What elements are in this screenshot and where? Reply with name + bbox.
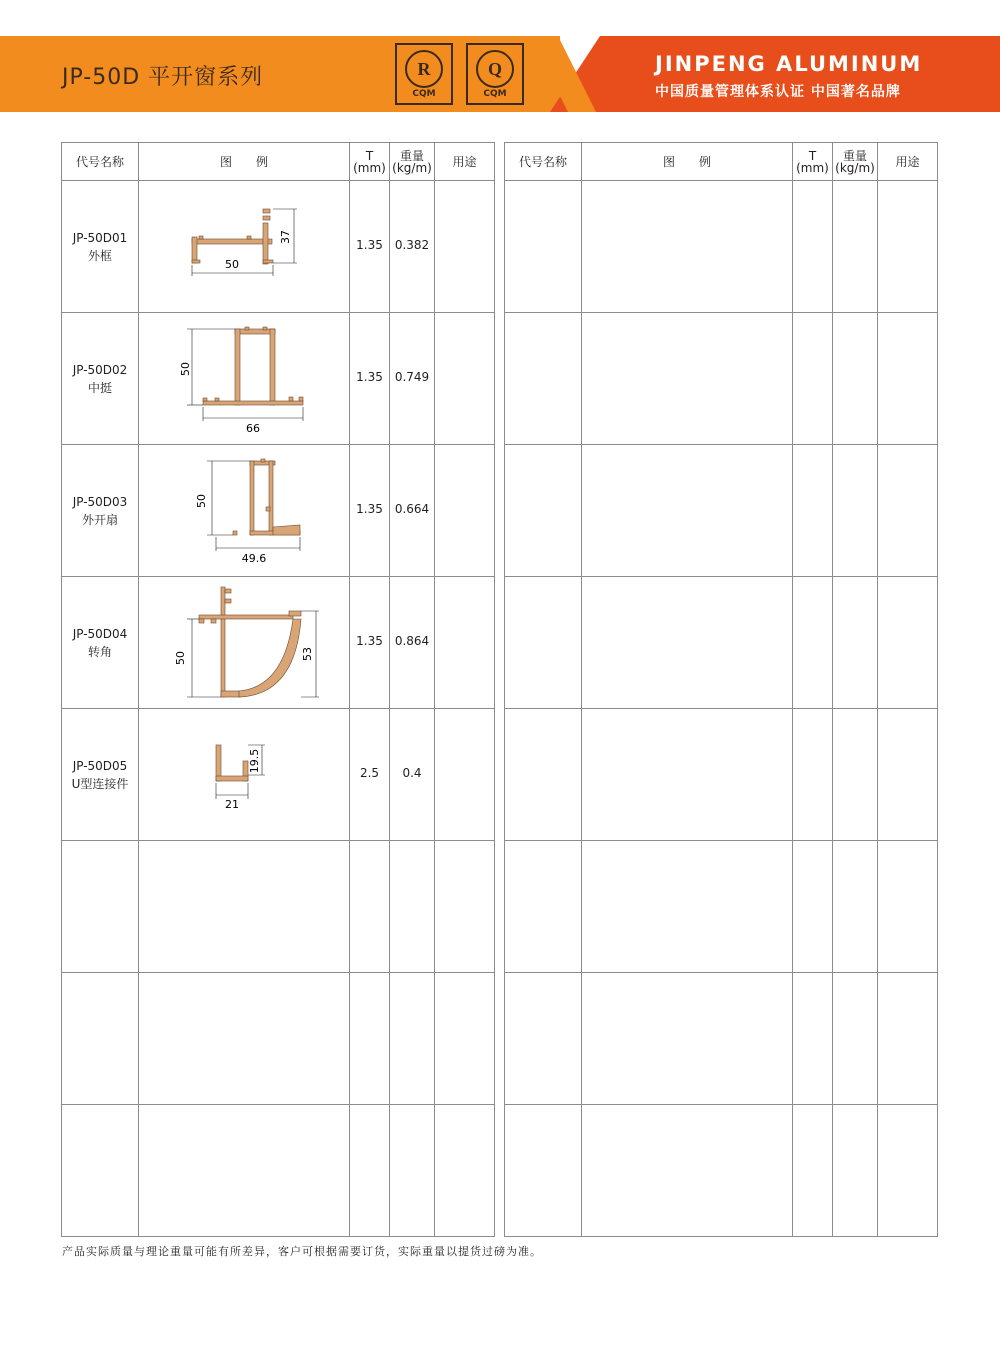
brand-slogan: 中国质量管理体系认证 中国著名品牌 <box>655 84 901 100</box>
dim-width: 66 <box>246 422 260 435</box>
thickness-value: 2.5 <box>359 766 380 780</box>
table-row <box>62 445 495 577</box>
dim-width: 50 <box>225 258 239 271</box>
thickness-value: 1.35 <box>356 370 383 384</box>
table-row-empty <box>505 445 938 577</box>
table-row-empty <box>62 973 495 1105</box>
profile-name: 转角 <box>87 645 112 659</box>
profile-drawing-sash <box>139 445 350 576</box>
usage-cell <box>435 181 495 313</box>
series-title: JP-50D 平开窗系列 <box>62 65 264 90</box>
usage-cell <box>435 445 495 577</box>
profile-name: 外框 <box>87 249 112 263</box>
header-code-name: 代号名称 <box>505 143 582 181</box>
usage-cell <box>435 313 495 445</box>
profile-drawing-cell <box>139 577 350 709</box>
weight-cell <box>390 577 435 709</box>
code-name-cell <box>62 577 139 709</box>
header-thickness-symbol: T <box>365 148 374 163</box>
dim-height-right: 53 <box>301 647 314 661</box>
profile-code: JP-50D02 <box>72 363 128 377</box>
table-row-empty <box>505 841 938 973</box>
weight-cell <box>390 445 435 577</box>
weight-cell <box>390 181 435 313</box>
weight-value: 0.664 <box>394 502 430 516</box>
table-row <box>62 709 495 841</box>
profile-drawing-mullion <box>139 313 350 444</box>
header-banner <box>0 0 1000 112</box>
weight-cell <box>390 709 435 841</box>
table-row-empty <box>505 973 938 1105</box>
footer-note: 产品实际质量与理论重量可能有所差异，客户可根据需要订货，实际重量以提货过磅为准。 <box>62 1245 542 1258</box>
profile-drawing-cell <box>139 445 350 577</box>
thickness-cell <box>350 577 390 709</box>
profile-code: JP-50D04 <box>72 627 128 641</box>
header-code-name: 代号名称 <box>62 143 139 181</box>
profile-name: 中挺 <box>87 381 112 395</box>
weight-value: 0.382 <box>394 238 430 252</box>
profile-drawing-outer-frame <box>139 181 350 312</box>
dim-width: 49.6 <box>241 552 267 565</box>
thickness-cell <box>350 181 390 313</box>
header-weight-label: 重量 <box>399 148 424 163</box>
thickness-value: 1.35 <box>356 634 383 648</box>
table-header-row <box>505 143 938 181</box>
header-weight <box>833 143 878 181</box>
weight-value: 0.864 <box>394 634 430 648</box>
header-thickness <box>793 143 833 181</box>
profile-table-left <box>61 142 495 1237</box>
header-weight-unit: (kg/m) <box>392 160 432 175</box>
thickness-value: 1.35 <box>356 238 383 252</box>
thickness-cell <box>350 313 390 445</box>
profile-name: 外开扇 <box>81 513 118 527</box>
code-name-cell <box>62 445 139 577</box>
profile-table-right <box>504 142 938 1237</box>
table-row <box>62 181 495 313</box>
brand-name: JINPENG ALUMINUM <box>655 52 923 76</box>
cqm-q-badge-icon <box>466 43 524 105</box>
header-figure: 图 例 <box>139 143 350 181</box>
header-usage: 用途 <box>878 143 938 181</box>
profile-drawing-u-connector <box>139 709 350 840</box>
profile-drawing-cell <box>139 709 350 841</box>
dim-height: 19.5 <box>248 748 261 774</box>
table-row <box>62 313 495 445</box>
header-figure: 图 例 <box>582 143 793 181</box>
header-weight-unit: (kg/m) <box>835 160 875 175</box>
profile-code: JP-50D03 <box>72 495 128 509</box>
usage-cell <box>435 577 495 709</box>
header-thickness <box>350 143 390 181</box>
header-weight <box>390 143 435 181</box>
table-row-empty <box>505 181 938 313</box>
dim-height: 50 <box>179 362 192 376</box>
badge-symbol: Q <box>476 50 514 88</box>
profile-drawing-cell <box>139 313 350 445</box>
weight-value: 0.4 <box>402 766 422 780</box>
header-usage: 用途 <box>435 143 495 181</box>
profile-code: JP-50D05 <box>72 759 128 773</box>
badge-symbol: R <box>405 50 443 88</box>
table-row-empty <box>62 1105 495 1237</box>
usage-cell <box>435 709 495 841</box>
table-row-empty <box>505 313 938 445</box>
code-name-cell <box>62 181 139 313</box>
table-row-empty <box>505 709 938 841</box>
thickness-cell <box>350 709 390 841</box>
header-thickness-unit: (mm) <box>353 160 386 175</box>
profile-code: JP-50D01 <box>72 231 128 245</box>
profile-drawing-corner <box>139 577 350 708</box>
dim-height: 37 <box>279 230 292 244</box>
dim-height-left: 50 <box>174 651 187 665</box>
badge-caption: CQM <box>412 89 436 99</box>
dim-width: 21 <box>225 798 239 811</box>
cqm-r-badge-icon <box>395 43 453 105</box>
dim-height: 50 <box>195 494 208 508</box>
table-row <box>62 577 495 709</box>
badge-caption: CQM <box>483 89 507 99</box>
table-header-row <box>62 143 495 181</box>
weight-cell <box>390 313 435 445</box>
weight-value: 0.749 <box>394 370 430 384</box>
code-name-cell <box>62 709 139 841</box>
profile-name: U型连接件 <box>71 777 129 791</box>
thickness-value: 1.35 <box>356 502 383 516</box>
header-thickness-unit: (mm) <box>796 160 829 175</box>
table-row-empty <box>62 841 495 973</box>
header-thickness-symbol: T <box>808 148 817 163</box>
table-row-empty <box>505 577 938 709</box>
code-name-cell <box>62 313 139 445</box>
header-weight-label: 重量 <box>842 148 867 163</box>
table-row-empty <box>505 1105 938 1237</box>
thickness-cell <box>350 445 390 577</box>
profile-drawing-cell <box>139 181 350 313</box>
